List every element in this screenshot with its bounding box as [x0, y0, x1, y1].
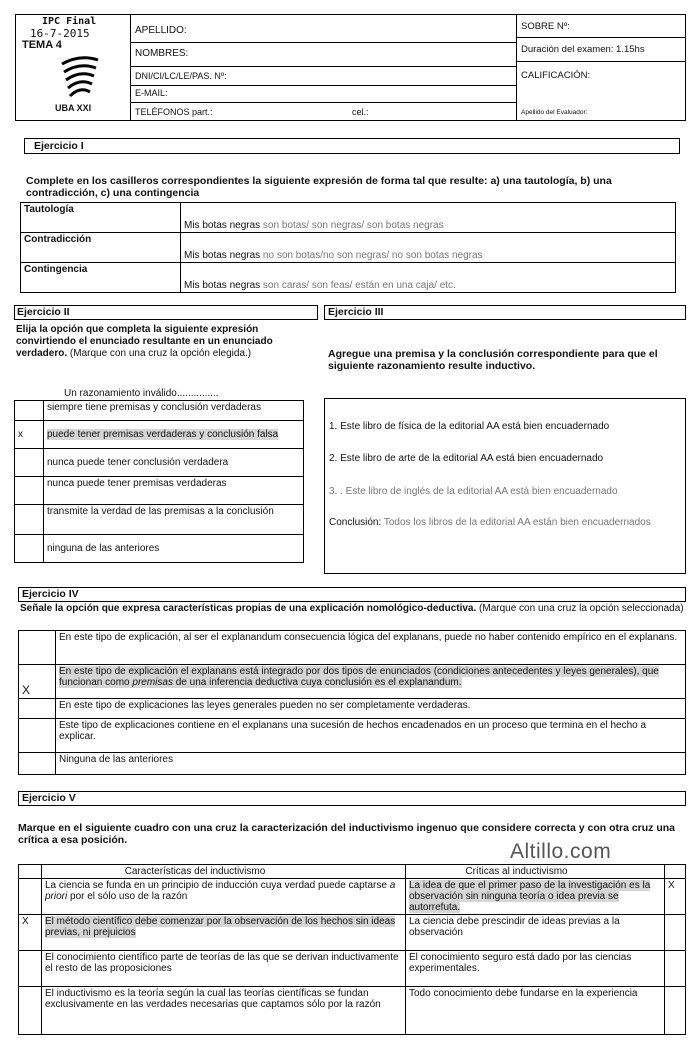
ej3-conclusion-text: Todos los libros de la editorial AA están bien encuadernados — [381, 517, 651, 528]
calificacion-field: CALIFICACIÓN: — [521, 70, 591, 81]
dni-field[interactable]: DNI/CI/LC/LE/PAS. Nº: — [135, 71, 227, 81]
ej2-options-table — [14, 400, 304, 563]
ej5-mark-col — [19, 865, 42, 879]
ej1-question: Complete en los casilleros correspondientes la siguiente expresión de forma tal que resulte: a) una tautología, b) una contradicción, c) una contingencia — [26, 175, 612, 199]
ej2-question-rest: (Marque con una cruz la opción elegida.) — [67, 348, 252, 359]
ej1-answer: son botas/ son negras/ son botas negras — [260, 220, 444, 231]
ej5-mark-right[interactable] — [665, 951, 686, 987]
ej5-critique: El conocimiento seguro está dado por las ciencias experimentales. — [406, 951, 665, 987]
ej5-c1b: por el sólo uso de la razón — [67, 891, 188, 902]
ej3-conclusion-label: Conclusión: — [329, 517, 382, 528]
ej2-mark[interactable] — [15, 477, 44, 505]
ej2-mark[interactable] — [15, 449, 44, 477]
ej2-option: transmite la verdad de las premisas a la conclusión — [44, 505, 304, 535]
ej1-title-box — [24, 138, 680, 154]
ej4-title-box — [18, 587, 686, 602]
ej4-question-rest: (Marque con una cruz la opción seleccionada) — [476, 603, 684, 614]
ej5-mark-left[interactable] — [19, 879, 42, 915]
ej2-option — [44, 421, 304, 449]
sobre-field: SOBRE Nº: — [521, 21, 570, 32]
ej2-stem: Un razonamiento inválido............... — [64, 388, 219, 399]
ej3-conclusion — [329, 517, 659, 529]
exam-name: IPC Final — [42, 16, 97, 27]
ej2-question — [16, 324, 306, 360]
ej2-option-text: puede tener premisas verdaderas y conclusión falsa — [47, 429, 279, 440]
uba-logo-icon — [60, 54, 100, 98]
ej2-option: siempre tiene premisas y conclusión verdaderas — [44, 401, 304, 421]
ej1-label-contingencia: Contingencia — [21, 263, 181, 293]
ej5-col2-header: Críticas al inductivismo — [406, 865, 665, 879]
header-right-divider — [516, 14, 517, 121]
ej4-options-table — [18, 630, 686, 775]
ej5-c1-italic: a priori — [45, 880, 396, 902]
ej5-characteristic — [42, 915, 406, 951]
ej4-mark[interactable]: X — [19, 665, 56, 699]
ej5-col1-header: Características del inductivismo — [42, 865, 406, 879]
email-field[interactable]: E-MAIL: — [135, 88, 168, 98]
exam-date: 16-7-2015 — [30, 27, 90, 40]
ej3-premise-3: 3. . Este libro de inglés de la editorial AA está bien encuadernado — [329, 486, 618, 497]
logo-text: UBA XXI — [55, 103, 92, 113]
header-box — [15, 14, 686, 121]
ej3-premise-1: 1. Este libro de física de la editorial AA está bien encuadernado — [329, 421, 610, 432]
ej5-mark-left[interactable] — [19, 987, 42, 1035]
ej1-label-contradiccion: Contradicción — [21, 233, 181, 263]
ej1-table — [20, 202, 676, 293]
ej2-title: Ejercicio II — [17, 306, 70, 318]
ej2-question-bold: Elija la opción que completa la siguiente expresión convirtiendo el enunciado resultante en un enunciado verdadero. — [16, 324, 273, 359]
ej4-mark[interactable] — [19, 719, 56, 753]
ej4-mark[interactable] — [19, 699, 56, 719]
ej4-mark[interactable] — [19, 631, 56, 665]
ej5-mark-right[interactable]: X — [665, 879, 686, 915]
ej3-title: Ejercicio III — [328, 306, 384, 318]
apellido-field[interactable]: APELLIDO: — [135, 25, 187, 36]
ej5-title: Ejercicio V — [22, 792, 76, 804]
row-line — [516, 37, 686, 38]
ej2-option: nunca puede tener conclusión verdadera — [44, 449, 304, 477]
ej2-mark[interactable]: x — [15, 421, 44, 449]
ej5-table — [18, 864, 686, 1035]
ej5-critique: Todo conocimiento debe fundarse en la experiencia — [406, 987, 665, 1035]
ej5-characteristic: El conocimiento científico parte de teorías de las que se derivan inductivamente el resto de las proposiciones — [42, 951, 406, 987]
ej5-mark-left[interactable] — [19, 951, 42, 987]
ej3-premise-2: 2. Este libro de arte de la editorial AA está bien encuadernado — [329, 453, 604, 464]
ej4-option: Este tipo de explicaciones contiene en el explanans una sucesión de hechos encadenados en un proceso que termina en el hecho a explicar. — [56, 719, 686, 753]
ej5-critique-text: La idea de que el primer paso de la investigación es la observación sin ninguna teoría o idea previa se autorrefuta. — [409, 880, 651, 913]
ej4-option-text — [59, 666, 659, 688]
duracion-field: Duración del examen: 1.15hs — [521, 44, 645, 55]
ej2-option: ninguna de las anteriores — [44, 535, 304, 563]
ej4-option: Ninguna de las anteriores — [56, 753, 686, 775]
ej1-title: Ejercicio I — [34, 140, 84, 152]
ej5-mark-left[interactable]: X — [19, 915, 42, 951]
ej4-option — [56, 665, 686, 699]
ej5-title-box — [18, 791, 686, 806]
row-line — [130, 42, 516, 43]
evaluador-field: Apellido del Evaluador: — [521, 109, 588, 116]
ej2-mark[interactable] — [15, 401, 44, 421]
ej4-mark[interactable] — [19, 753, 56, 775]
ej5-mark-right[interactable] — [665, 987, 686, 1035]
ej2-mark[interactable] — [15, 535, 44, 563]
ej1-prefix: Mis botas negras — [184, 280, 261, 291]
ej3-question: Agregue una premisa y la conclusión correspondiente para que el siguiente razonamiento resulte inductivo. — [328, 348, 658, 372]
ej4-question — [20, 603, 686, 615]
ej5-mark-right[interactable] — [665, 915, 686, 951]
ej1-answer-cell[interactable] — [181, 233, 676, 263]
exam-tema: TEMA 4 — [22, 39, 62, 51]
row-line — [130, 85, 516, 86]
ej4-text-b: de una inferencia deductiva cuya conclusión es el explanandum. — [172, 677, 462, 688]
ej1-answer-cell[interactable] — [181, 263, 676, 293]
ej4-text-italic: premisas — [132, 677, 173, 688]
watermark: Altillo.com — [510, 840, 612, 863]
ej1-answer: son caras/ son feas/ están en una caja/ etc. — [260, 280, 456, 291]
row-line — [516, 61, 686, 62]
ej1-answer-cell[interactable] — [181, 203, 676, 233]
ej1-label-tautologia: Tautología — [21, 203, 181, 233]
ej4-option: En este tipo de explicaciones las leyes generales pueden no ser completamente verdaderas. — [56, 699, 686, 719]
ej4-text-a: En este tipo de explicación el explanans está integrado por dos tipos de enunciados (condiciones antecedentes y leyes generales), que funcionan como — [59, 666, 659, 688]
ej5-critique — [406, 879, 665, 915]
ej4-option: En este tipo de explicación, al ser el explanandum consecuencia lógica del explanans, puede no haber contenido empírico en el explanans. — [56, 631, 686, 665]
ej5-mark-col — [665, 865, 686, 879]
ej5-question: Marque en el siguiente cuadro con una cruz la caracterización del inductivismo ingenuo que considere correcta y con otra cruz una crítica a esa posición. — [18, 822, 675, 846]
ej1-prefix: Mis botas negras — [184, 220, 261, 231]
telefono-field[interactable]: TELÉFONOS part.: — [135, 107, 213, 117]
ej4-title: Ejercicio IV — [22, 588, 79, 600]
ej5-c1a: El método científico debe comenzar por la observación de los hechos sin ideas previas, ni prejuicios — [45, 916, 396, 938]
row-line — [130, 102, 516, 103]
ej5-characteristic: El inductivismo es la teoría según la cual las teorías científicas se fundan exclusivamente en las verdades necesarias que captamos sólo por la razón — [42, 987, 406, 1035]
nombres-field[interactable]: NOMBRES: — [135, 48, 189, 59]
row-line — [130, 66, 516, 67]
ej5-critique: La ciencia debe prescindir de ideas previas a la observación — [406, 915, 665, 951]
cel-field[interactable]: cel.: — [352, 107, 369, 117]
ej5-c1a: La ciencia se funda en un principio de inducción cuya verdad puede captarse — [45, 880, 390, 891]
ej2-mark[interactable] — [15, 505, 44, 535]
header-left-divider — [130, 14, 131, 121]
ej5-characteristic — [42, 879, 406, 915]
ej2-option: nunca puede tener premisas verdaderas — [44, 477, 304, 505]
ej1-prefix: Mis botas negras — [184, 250, 261, 261]
ej1-answer: no son botas/no son negras/ no son botas negras — [260, 250, 483, 261]
ej4-question-bold: Señale la opción que expresa características propias de una explicación nomológico-deductiva. — [20, 603, 477, 614]
